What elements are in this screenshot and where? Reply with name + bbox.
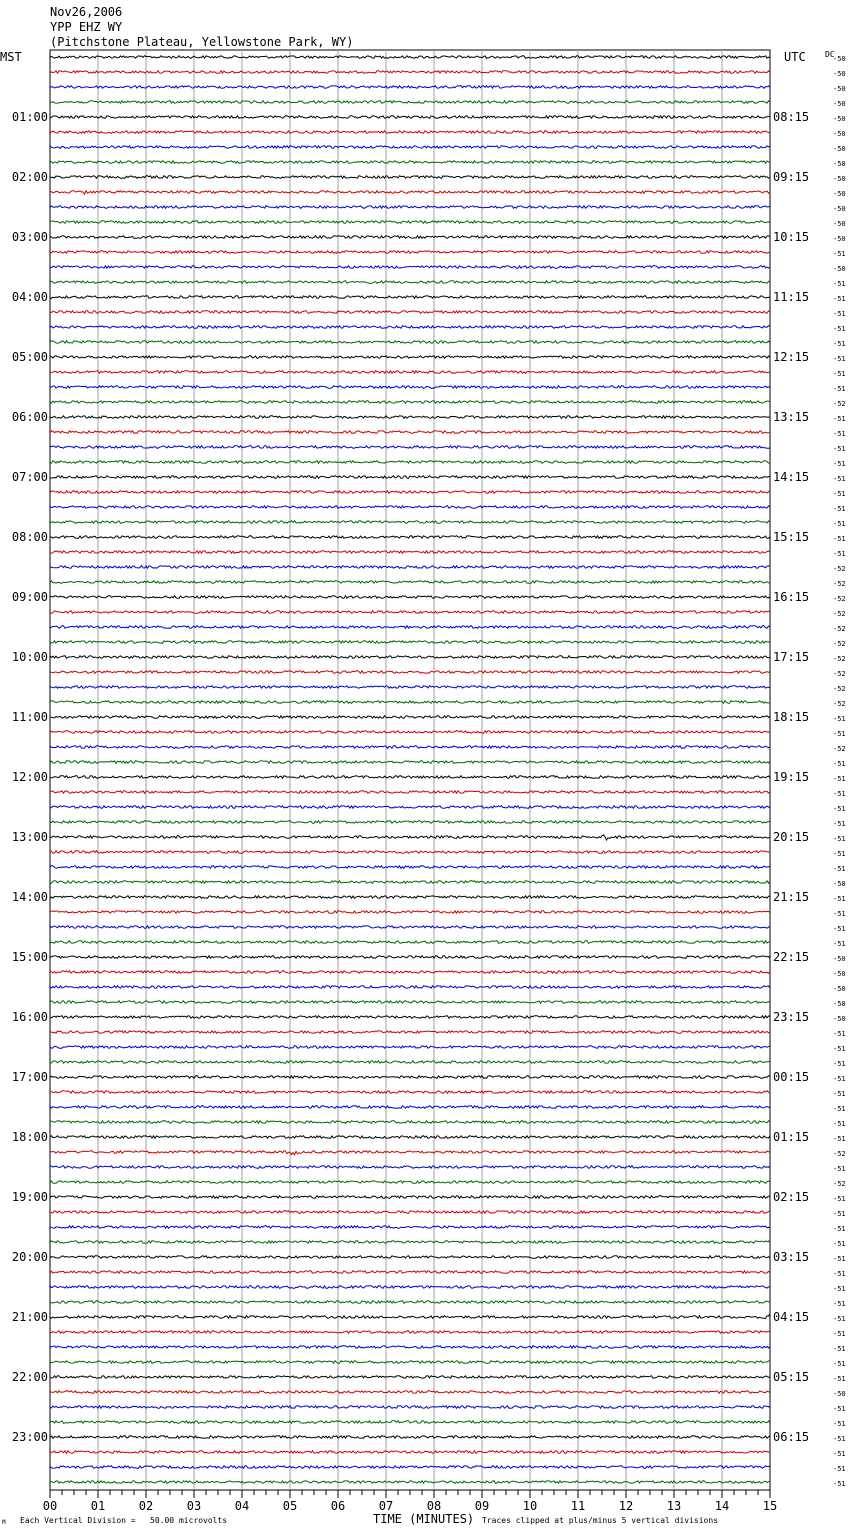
seismic-trace [50,791,770,794]
seismic-trace [50,731,770,734]
right-timezone-label: UTC [784,50,806,64]
left-hour-label: 23:00 [11,1430,48,1444]
right-hour-label: 21:15 [773,890,810,904]
clip-note: Traces clipped at plus/minus 5 vertical divisions [482,1516,719,1525]
dc-offset-label: -51 [833,325,846,333]
left-hour-label: 17:00 [11,1070,48,1084]
dc-offset-label: -51 [833,1075,846,1083]
right-hour-label: 22:15 [773,950,810,964]
dc-offset-label: -51 [833,925,846,933]
dc-offset-label: -51 [833,1195,846,1203]
dc-offset-label: -51 [833,1090,846,1098]
dc-offset-label: -51 [833,910,846,918]
dc-offset-label: -50 [833,235,846,243]
seismic-trace [50,1031,770,1034]
right-hour-label: 02:15 [773,1190,810,1204]
seismic-trace [50,716,770,719]
left-hour-label: 03:00 [11,230,48,244]
dc-offset-label: -51 [833,505,846,513]
label-group [12,55,846,1513]
seismic-trace [50,1016,770,1019]
dc-offset-label: -51 [833,895,846,903]
seismic-trace [50,821,770,824]
left-hour-label: 04:00 [11,290,48,304]
dc-offset-label: -51 [833,1105,846,1113]
dc-offset-label: -51 [833,430,846,438]
x-tick-label: 06 [330,1499,346,1513]
dc-offset-label: -52 [833,565,846,573]
dc-offset-label: -50 [833,985,846,993]
left-hour-label: 12:00 [11,770,48,784]
seismic-trace [50,1151,770,1155]
right-hour-label: 19:15 [773,770,810,784]
dc-offset-label: -51 [833,760,846,768]
dc-offset-label: -51 [833,445,846,453]
station-label: YPP EHZ WY [50,20,123,34]
dc-offset-label: -50 [833,1390,846,1398]
seismic-trace [50,176,770,179]
seismic-trace [50,206,770,209]
corner-mark: M [2,1519,6,1526]
seismic-trace [50,1421,770,1424]
seismic-trace [50,806,770,809]
dc-offset-label: -51 [833,295,846,303]
dc-offset-label: -51 [833,460,846,468]
dc-offset-label: -51 [833,1435,846,1443]
dc-offset-label: -51 [833,1045,846,1053]
left-hour-label: 15:00 [11,950,48,964]
seismic-trace [50,281,770,284]
seismic-trace [50,161,770,164]
dc-offset-label: -52 [833,685,846,693]
seismic-trace [50,701,770,704]
seismic-trace [50,191,770,195]
seismic-trace [50,401,770,404]
seismic-trace [50,1256,770,1259]
dc-offset-label: -51 [833,1120,846,1128]
right-hour-label: 06:15 [773,1430,810,1444]
seismic-trace [50,881,770,884]
dc-offset-label: -52 [833,745,846,753]
seismic-trace [50,1181,770,1184]
seismic-trace [50,761,770,764]
dc-offset-label: -51 [833,490,846,498]
dc-offset-label: -51 [833,850,846,858]
dc-offset-label: -50 [833,85,846,93]
dc-offset-label: -51 [833,940,846,948]
seismic-trace [50,431,770,434]
x-tick-label: 09 [474,1499,490,1513]
seismic-trace [50,1376,770,1379]
seismic-trace [50,1241,770,1244]
dc-offset-label: -50 [833,265,846,273]
seismic-trace [50,1466,770,1469]
seismic-trace [50,1391,770,1394]
dc-offset-label: -50 [833,130,846,138]
seismic-trace [50,1361,770,1364]
dc-offset-label: -51 [833,1375,846,1383]
seismic-trace [50,1166,770,1169]
seismic-trace [50,551,770,554]
seismic-trace [50,536,770,539]
seismic-trace [50,581,770,584]
seismic-trace [50,656,770,659]
seismic-trace [50,896,770,899]
seismic-trace [50,116,770,119]
dc-offset-label: -52 [833,700,846,708]
left-hour-label: 11:00 [11,710,48,724]
dc-offset-label: -52 [833,625,846,633]
dc-offset-label: -50 [833,190,846,198]
dc-offset-label: -51 [833,1060,846,1068]
seismic-trace [50,1406,770,1409]
dc-offset-label: -51 [833,1465,846,1473]
right-hour-label: 03:15 [773,1250,810,1264]
dc-offset-label: -52 [833,400,846,408]
dc-offset-label: -50 [833,145,846,153]
left-hour-label: 05:00 [11,350,48,364]
x-tick-label: 15 [762,1499,778,1513]
dc-offset-label: -51 [833,415,846,423]
seismic-trace [50,1346,770,1349]
dc-offset-label: -51 [833,835,846,843]
seismic-trace [50,251,770,254]
x-axis-title: TIME (MINUTES) [373,1512,475,1526]
left-timezone-label: MST [0,50,22,64]
left-hour-label: 19:00 [11,1190,48,1204]
seismic-trace [50,596,770,599]
dc-offset-label: -51 [833,385,846,393]
x-tick-label: 07 [378,1499,394,1513]
left-hour-label: 16:00 [11,1010,48,1024]
dc-offset-label: -50 [833,220,846,228]
dc-offset-label: -50 [833,955,846,963]
right-hour-label: 15:15 [773,530,810,544]
dc-offset-label: -50 [833,160,846,168]
seismic-trace [50,746,770,749]
x-tick-label: 11 [570,1499,586,1513]
dc-offset-label: -51 [833,1450,846,1458]
seismic-trace [50,956,770,959]
dc-offset-label: -50 [833,970,846,978]
seismic-trace [50,56,770,59]
dc-offset-label: -51 [833,1405,846,1413]
seismic-trace [50,521,770,524]
dc-offset-label: -50 [833,1000,846,1008]
seismic-trace [50,371,770,374]
dc-offset-label: -50 [833,880,846,888]
dc-offset-label: -52 [833,595,846,603]
dc-offset-label: -50 [833,205,846,213]
dc-offset-label: -52 [833,580,846,588]
seismic-trace [50,146,770,149]
trace-group [50,56,770,1484]
seismic-trace [50,776,770,779]
dc-offset-label: -50 [833,175,846,183]
dc-offset-label: -51 [833,250,846,258]
x-tick-label: 04 [234,1499,250,1513]
seismic-trace [50,1106,770,1109]
right-hour-label: 17:15 [773,650,810,664]
seismic-trace [50,71,770,74]
dc-offset-label: -51 [833,790,846,798]
seismic-trace [50,835,770,840]
seismic-trace [50,941,770,944]
scale-note: Each Vertical Division = 50.00 microvolts [20,1516,228,1525]
seismic-trace [50,86,770,89]
seismic-trace [50,1061,770,1064]
right-hour-label: 18:15 [773,710,810,724]
left-hour-label: 09:00 [11,590,48,604]
dc-offset-label: -51 [833,370,846,378]
dc-offset-label: -50 [833,100,846,108]
right-hour-label: 20:15 [773,830,810,844]
seismic-trace [50,476,770,479]
dc-offset-label: -50 [833,70,846,78]
dc-offset-label: -51 [833,550,846,558]
location-label: (Pitchstone Plateau, Yellowstone Park, WY) [50,35,354,49]
dc-offset-label: -51 [833,805,846,813]
left-hour-label: 08:00 [11,530,48,544]
dc-offset-label: -51 [833,865,846,873]
seismic-trace [50,1211,770,1214]
seismic-trace [50,1046,770,1049]
dc-offset-label: -51 [833,1360,846,1368]
dc-offset-label: -51 [833,340,846,348]
seismic-trace [50,101,770,104]
right-hour-label: 11:15 [773,290,810,304]
seismic-trace [50,446,770,449]
seismic-trace [50,1314,770,1319]
seismic-trace [50,326,770,329]
dc-label: DC [825,50,835,59]
dc-offset-label: -50 [833,115,846,123]
seismic-trace [50,266,770,269]
dc-offset-label: -51 [833,1030,846,1038]
seismic-trace [50,1226,770,1229]
dc-offset-label: -51 [833,1300,846,1308]
right-hour-label: 10:15 [773,230,810,244]
dc-offset-label: -51 [833,1420,846,1428]
dc-offset-label: -50 [833,1015,846,1023]
seismic-trace [50,1286,770,1289]
dc-offset-label: -51 [833,355,846,363]
x-tick-label: 08 [426,1499,442,1513]
dc-offset-label: -51 [833,730,846,738]
right-hour-label: 16:15 [773,590,810,604]
dc-offset-label: -51 [833,475,846,483]
dc-offset-label: -51 [833,1315,846,1323]
seismic-trace [50,671,770,674]
seismic-trace [50,986,770,989]
seismic-trace [50,866,770,869]
seismic-trace [50,1001,770,1004]
dc-offset-label: -52 [833,610,846,618]
seismic-trace [50,926,770,929]
dc-offset-label: -51 [833,1165,846,1173]
seismic-trace [50,1196,770,1199]
dc-offset-label: -51 [833,1210,846,1218]
dc-offset-label: -51 [833,1135,846,1143]
seismic-trace [50,506,770,509]
dc-offset-label: -52 [833,640,846,648]
seismic-trace [50,131,770,134]
left-hour-label: 02:00 [11,170,48,184]
seismic-trace [50,236,770,239]
date-label: Nov26,2006 [50,5,123,19]
right-hour-label: 23:15 [773,1010,810,1024]
seismic-trace [50,221,770,224]
right-hour-label: 12:15 [773,350,810,364]
dc-offset-label: -51 [833,280,846,288]
seismic-trace [50,851,770,854]
left-hour-label: 01:00 [11,110,48,124]
seismic-trace [50,1121,770,1124]
dc-offset-label: -51 [833,1240,846,1248]
seismic-trace [50,1451,770,1454]
seismic-trace [50,1091,770,1094]
seismic-trace [50,566,770,569]
dc-offset-label: -51 [833,1270,846,1278]
seismic-trace [50,386,770,389]
x-tick-label: 12 [618,1499,634,1513]
seismic-trace [50,641,770,644]
x-tick-label: 10 [522,1499,538,1513]
seismic-trace [50,1301,770,1304]
seismic-trace [50,1271,770,1274]
x-tick-label: 01 [90,1499,106,1513]
dc-offset-label: -51 [833,520,846,528]
seismic-trace [50,1076,770,1079]
dc-offset-label: -51 [833,1345,846,1353]
seismic-trace [50,341,770,344]
x-tick-label: 13 [666,1499,682,1513]
dc-offset-label: -51 [833,535,846,543]
dc-offset-label: -52 [833,670,846,678]
seismic-trace [50,416,770,419]
dc-offset-label: -51 [833,310,846,318]
seismic-trace [50,356,770,359]
seismic-trace [50,1481,770,1484]
left-hour-label: 14:00 [11,890,48,904]
right-hour-label: 01:15 [773,1130,810,1144]
left-hour-label: 18:00 [11,1130,48,1144]
x-tick-label: 02 [138,1499,154,1513]
seismic-trace [50,971,770,974]
dc-offset-label: -51 [833,775,846,783]
seismic-trace [50,311,770,314]
dc-offset-label: -51 [833,1330,846,1338]
dc-offset-label: -51 [833,820,846,828]
x-tick-label: 14 [714,1499,730,1513]
seismic-trace [50,461,770,464]
right-hour-label: 13:15 [773,410,810,424]
seismic-trace [50,911,770,914]
dc-offset-label: -50 [833,55,846,63]
right-hour-label: 08:15 [773,110,810,124]
dc-offset-label: -51 [833,1285,846,1293]
left-hour-label: 10:00 [11,650,48,664]
left-hour-label: 07:00 [11,470,48,484]
seismic-trace [50,1136,770,1139]
dc-offset-label: -51 [833,1255,846,1263]
x-tick-label: 03 [186,1499,202,1513]
seismic-trace [50,626,770,629]
left-hour-label: 06:00 [11,410,48,424]
dc-offset-label: -52 [833,655,846,663]
left-hour-label: 21:00 [11,1310,48,1324]
seismic-trace [50,1331,770,1334]
right-hour-label: 00:15 [773,1070,810,1084]
dc-offset-label: -52 [833,1180,846,1188]
x-tick-label: 05 [282,1499,298,1513]
seismic-trace [50,1436,770,1439]
dc-offset-label: -51 [833,715,846,723]
dc-offset-label: -51 [833,1225,846,1233]
seismic-trace [50,491,770,494]
left-hour-label: 13:00 [11,830,48,844]
right-hour-label: 04:15 [773,1310,810,1324]
seismic-trace [50,296,770,299]
right-hour-label: 09:15 [773,170,810,184]
dc-offset-label: -51 [833,1480,846,1488]
dc-offset-label: -52 [833,1150,846,1158]
left-hour-label: 22:00 [11,1370,48,1384]
seismic-trace [50,611,770,614]
left-hour-label: 20:00 [11,1250,48,1264]
x-tick-label: 00 [42,1499,58,1513]
right-hour-label: 05:15 [773,1370,810,1384]
seismic-trace [50,686,770,689]
right-hour-label: 14:15 [773,470,810,484]
